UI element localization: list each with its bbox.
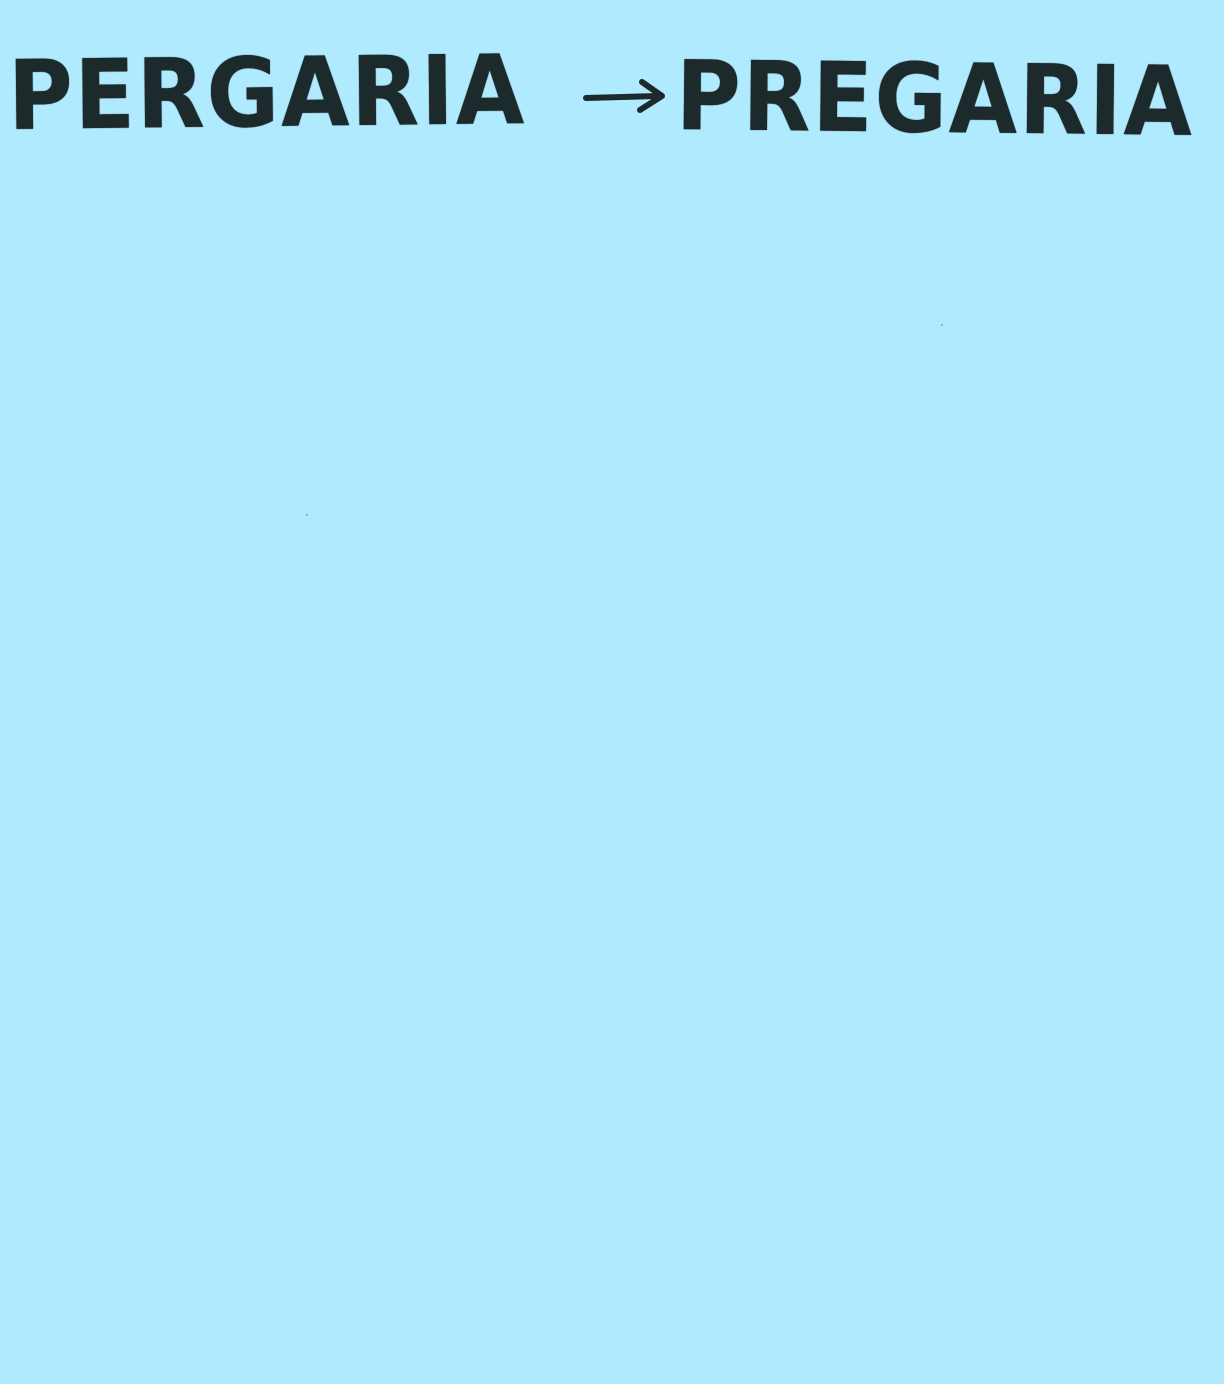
corrected-word: PREGARIA bbox=[675, 40, 1195, 158]
paper-speck bbox=[941, 324, 943, 326]
paper-speck bbox=[306, 514, 308, 516]
handwritten-line bbox=[8, 36, 1216, 156]
original-word: PERGARIA bbox=[7, 34, 527, 152]
right-arrow-icon bbox=[577, 66, 672, 126]
